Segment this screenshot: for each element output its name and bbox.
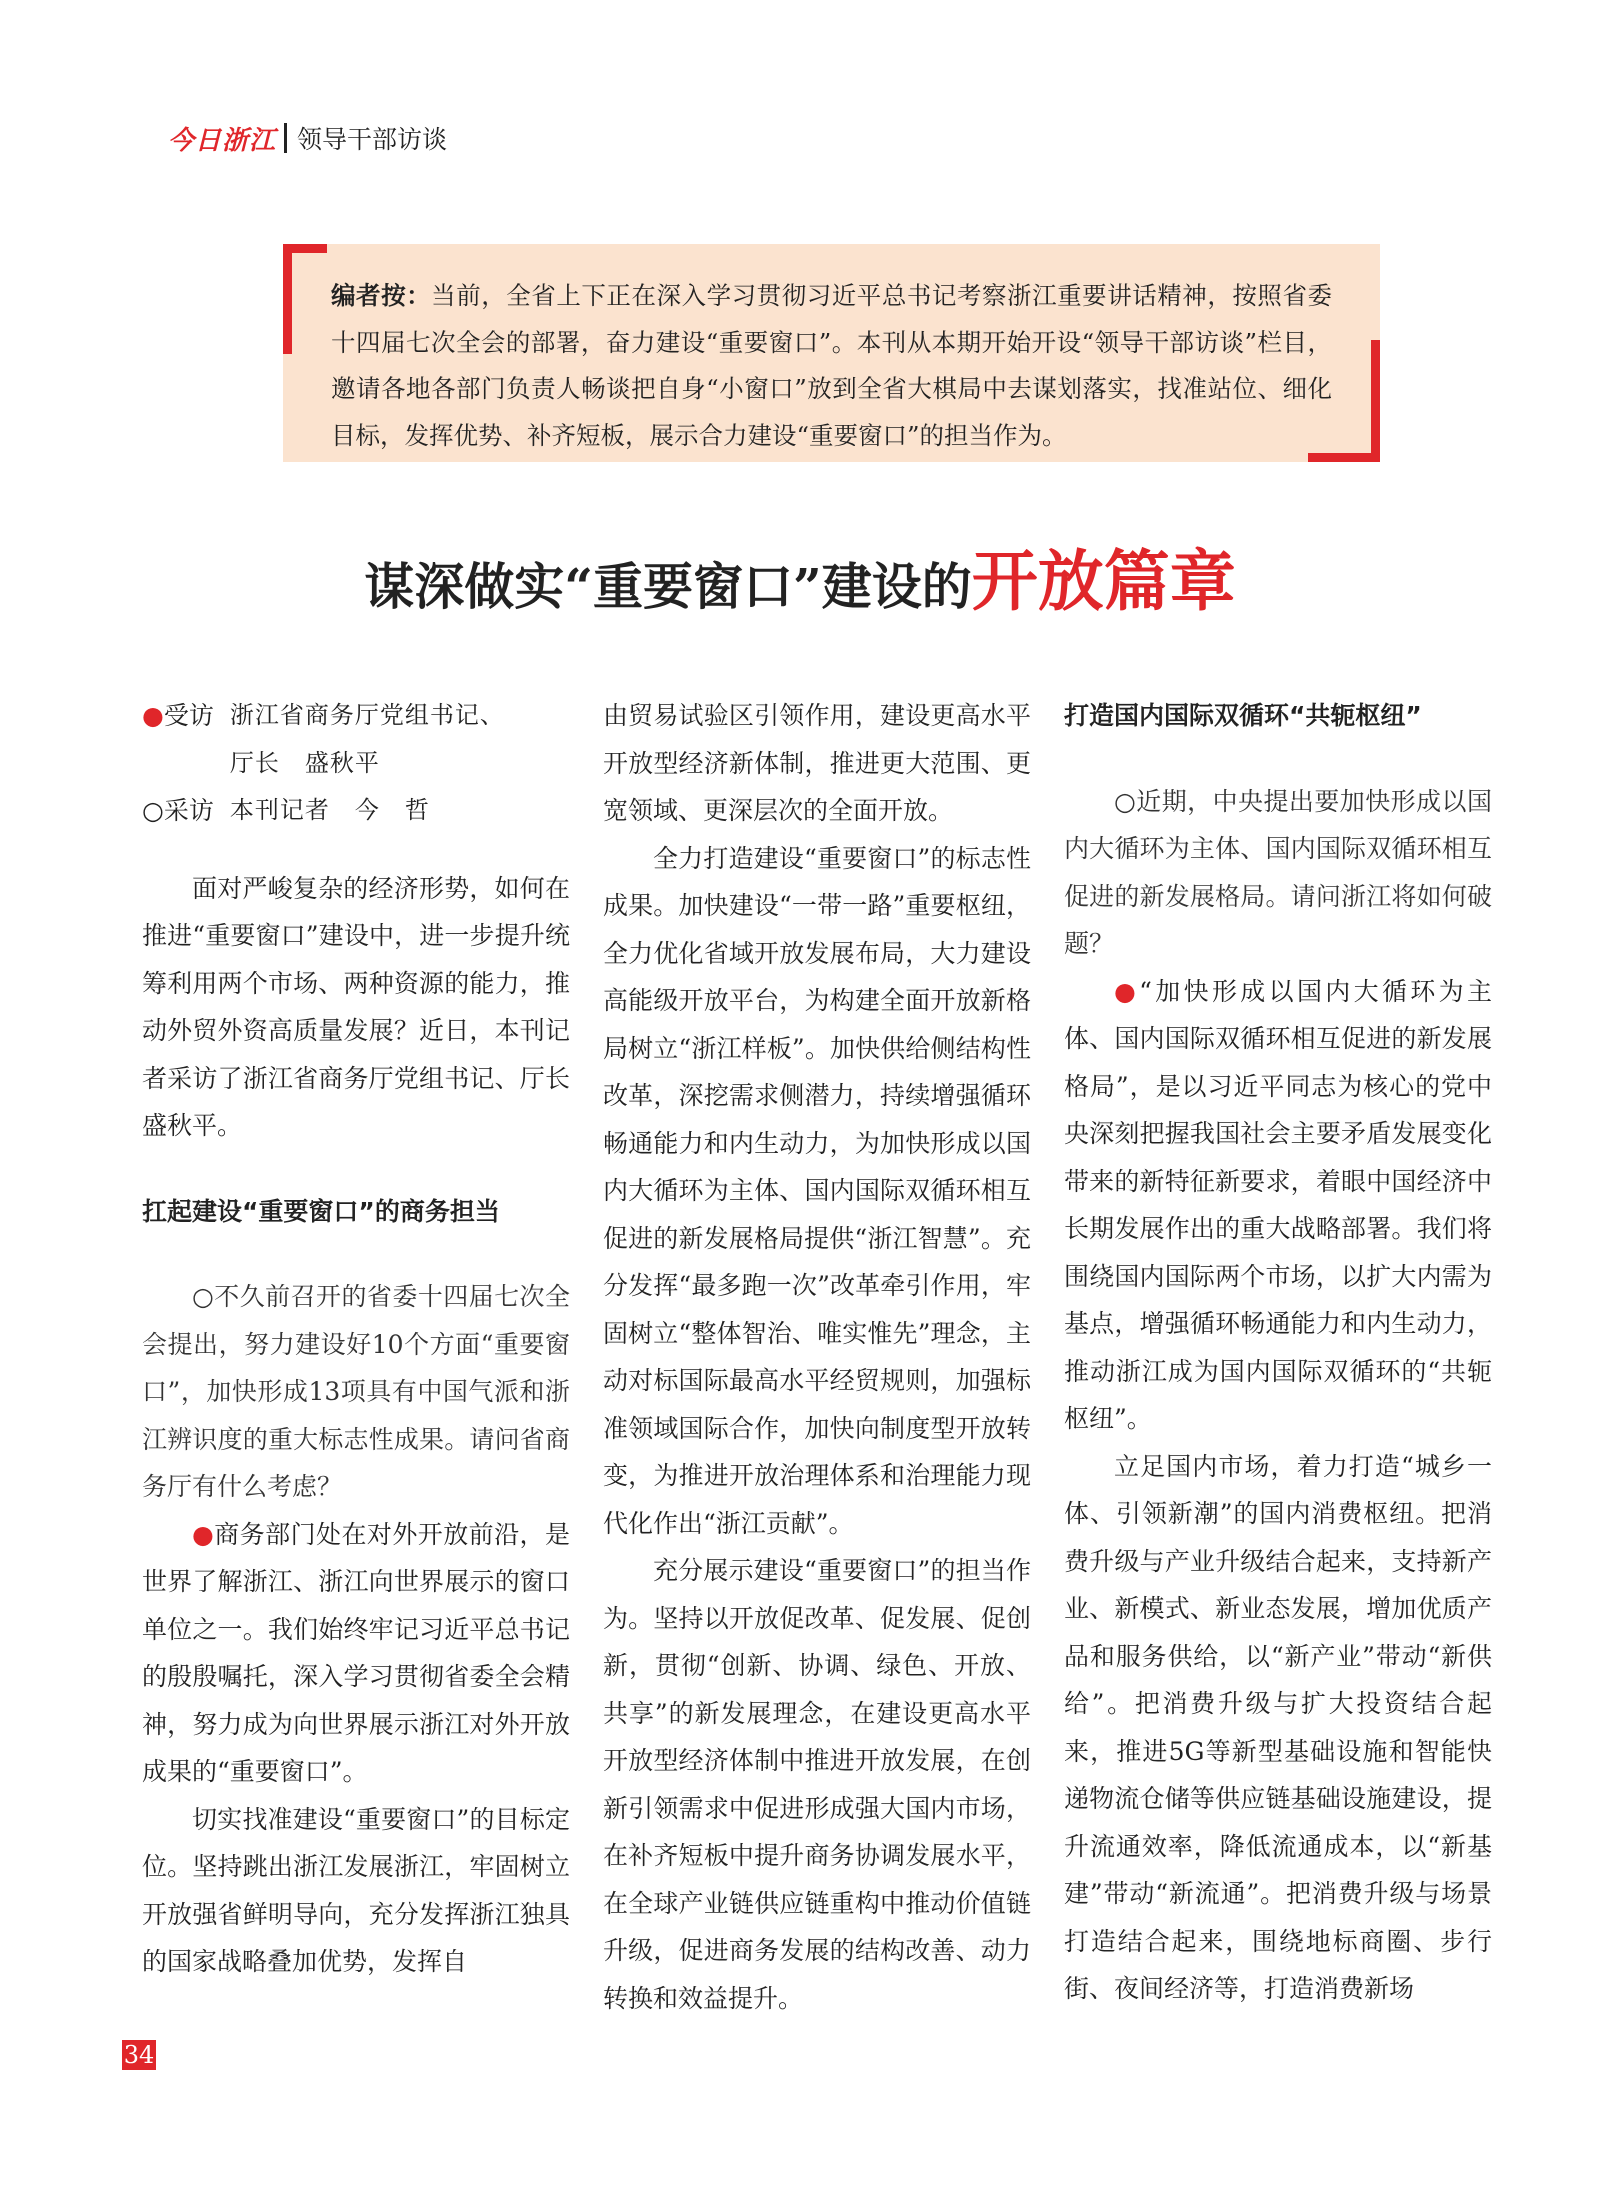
hollow-dot-icon: ○ — [1114, 786, 1137, 816]
bracket-bottom-right-decoration — [1308, 340, 1380, 462]
editor-note-box — [283, 244, 1380, 462]
text-column-3 — [1064, 692, 1492, 2013]
page-number: 34 — [123, 2041, 155, 2069]
text-column-2 — [603, 692, 1031, 2022]
article-title — [0, 528, 1600, 623]
interviewee-row — [142, 692, 570, 787]
section-heading-2: 打造国内国际双循环“共轭枢纽” — [1064, 701, 1422, 730]
page-header — [168, 118, 447, 158]
interviewer-name: 本刊记者 今 哲 — [229, 796, 430, 824]
interviewer-label: ○采访 — [142, 796, 214, 825]
editor-note-label: 编者按： — [331, 281, 432, 310]
filled-dot-icon: ● — [142, 701, 164, 730]
paragraph: 由贸易试验区引领作用，建设更高水平开放型经济新体制，推进更大范围、更宽领域、更深层次的全面开放。 — [603, 701, 1031, 825]
interviewee-label: ●受访 — [142, 701, 214, 730]
interviewee-name: 浙江省商务厅党组书记、 厅长 盛秋平 — [229, 701, 505, 777]
interviewer-row — [142, 787, 570, 835]
editor-note-text: 当前，全省上下正在深入学习贯彻习近平总书记考察浙江重要讲话精神，按照省委十四届七次全会的部署，奋力建设“重要窗口”。本刊从本期开始开设“领导干部访谈”栏目，邀请各地各部门负责人畅谈把自身“小窗口”放到全省大棋局中去谋划落实，找准站位、细化目标，发挥优势、补齐短板，展示合力建设“重要窗口”的担当作为。 — [331, 281, 1332, 450]
filled-dot-icon: ● — [1114, 976, 1140, 1006]
question-1: ○不久前召开的省委十四届七次全会提出，努力建设好10个方面“重要窗口”，加快形成13项具有中国气派和浙江辨识度的重大标志性成果。请问省商务厅有什么考虑？ — [142, 1282, 570, 1501]
intro-paragraph: 面对严峻复杂的经济形势，如何在推进“重要窗口”建设中，进一步提升统筹利用两个市场、两种资源的能力，推动外贸外资高质量发展？近日，本刊记者采访了浙江省商务厅党组书记、厅长盛秋平。 — [142, 873, 570, 1140]
header-divider — [284, 123, 287, 153]
paragraph: 立足国内市场，着力打造“城乡一体、引领新潮”的国内消费枢纽。把消费升级与产业升级结合起来，支持新产业、新模式、新业态发展，增加优质产品和服务供给，以“新产业”带动“新供给”。把消费升级与扩大投资结合起来，推进5G等新型基础设施和智能快递物流仓储等供应链基础设施建设，提升流通效率，降低流通成本，以“新基建”带动“新流通”。把消费升级与场景打造结合起来，围绕地标商圈、步行街、夜间经济等，打造消费新场 — [1064, 1451, 1492, 2003]
hollow-dot-icon: ○ — [142, 796, 164, 825]
magazine-logo: 今日浙江 — [168, 125, 277, 156]
paragraph: 切实找准建设“重要窗口”的目标定位。坚持跳出浙江发展浙江，牢固树立开放强省鲜明导向，充分发挥浙江独具的国家战略叠加优势，发挥自 — [142, 1804, 570, 1976]
text-column-1 — [142, 692, 570, 1986]
answer-1: ●商务部门处在对外开放前沿，是世界了解浙江、浙江向世界展示的窗口单位之一。我们始终牢记习近平总书记的殷殷嘱托，深入学习贯彻省委全会精神，努力成为向世界展示浙江对外开放成果的“重要窗口”。 — [142, 1519, 570, 1786]
column-name: 领导干部访谈 — [297, 125, 448, 154]
paragraph: 充分展示建设“重要窗口”的担当作为。坚持以开放促改革、促发展、促创新，贯彻“创新、协调、绿色、开放、共享”的新发展理念，在建设更高水平开放型经济体制中推进开放发展，在创新引领需求中促进形成强大国内市场，在补齐短板中提升商务协调发展水平，在全球产业链供应链重构中推动价值链升级，促进商务发展的结构改善、动力转换和效益提升。 — [603, 1556, 1031, 2013]
section-heading-1: 扛起建设“重要窗口”的商务担当 — [142, 1196, 500, 1226]
filled-dot-icon: ● — [192, 1519, 215, 1549]
bracket-top-left-decoration — [283, 244, 327, 354]
hollow-dot-icon: ○ — [192, 1282, 215, 1311]
title-main: 谋深做实“重要窗口”建设的 — [364, 557, 972, 616]
title-accent: 开放篇章 — [971, 542, 1236, 620]
question-2: ○近期，中央提出要加快形成以国内大循环为主体、国内国际双循环相互促进的新发展格局。请问浙江将如何破题？ — [1064, 786, 1492, 958]
answer-2: ●“加快形成以国内大循环为主体、国内国际双循环相互促进的新发展格局”，是以习近平同志为核心的党中央深刻把握我国社会主要矛盾发展变化带来的新特征新要求，着眼中国经济中长期发展作出的重大战略部署。我们将围绕国内国际两个市场，以扩大内需为基点，增强循环畅通能力和内生动力，推动浙江成为国内国际双循环的“共轭枢纽”。 — [1064, 976, 1492, 1433]
paragraph: 全力打造建设“重要窗口”的标志性成果。加快建设“一带一路”重要枢纽，全力优化省域开放发展布局，大力建设高能级开放平台，为构建全面开放新格局树立“浙江样板”。加快供给侧结构性改革，深挖需求侧潜力，持续增强循环畅通能力和内生动力，为加快形成以国内大循环为主体、国内国际双循环相互促进的新发展格局提供“浙江智慧”。充分发挥“最多跑一次”改革牵引作用，牢固树立“整体智治、唯实惟先”理念，主动对标国际最高水平经贸规则，加强标准领域国际合作，加快向制度型开放转变，为推进开放治理体系和治理能力现代化作出“浙江贡献”。 — [603, 843, 1031, 1538]
